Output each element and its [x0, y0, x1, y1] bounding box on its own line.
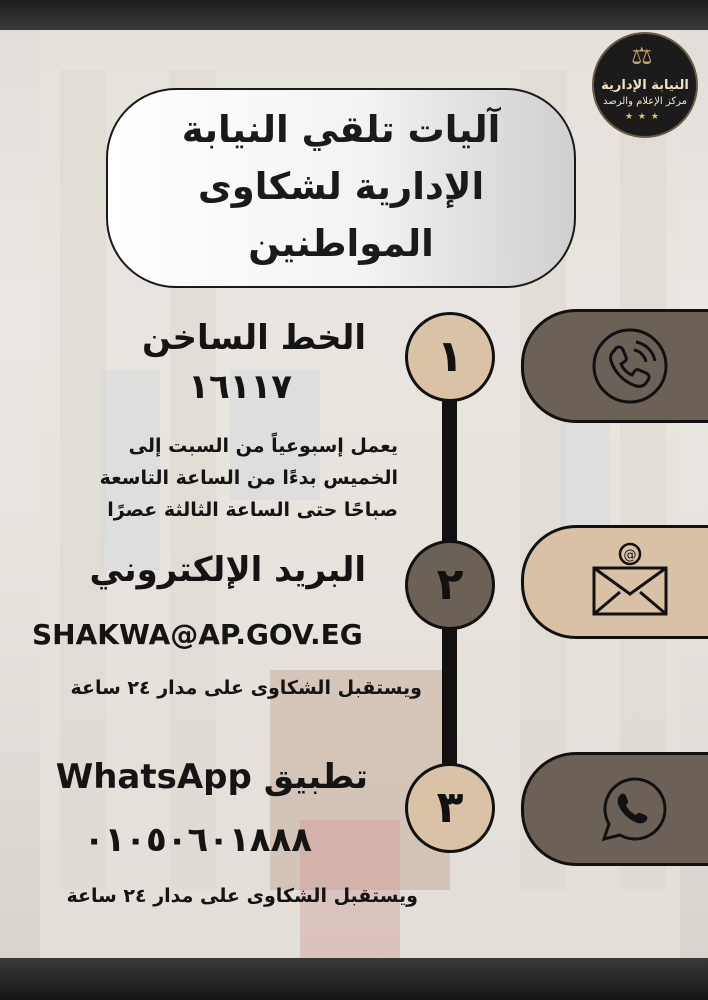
email-desc: ويستقبل الشكاوى على مدار ٢٤ ساعة	[70, 677, 422, 699]
hotline-desc-1: يعمل إسبوعياً من السبت إلى	[128, 435, 398, 457]
svg-text:@: @	[623, 548, 637, 563]
whatsapp-number: ٠١٠٥٠٦٠١٨٨٨	[83, 820, 312, 860]
logo	[592, 32, 698, 138]
step-number-1: ١	[405, 312, 495, 402]
whatsapp-icon	[590, 769, 670, 849]
title-box	[106, 88, 576, 288]
step-number-3: ٣	[405, 763, 495, 853]
email-icon	[590, 542, 670, 622]
email-heading: البريد الإلكتروني	[89, 550, 366, 590]
whatsapp-tab	[521, 752, 708, 866]
whatsapp-heading: تطبيق WhatsApp	[55, 757, 368, 797]
logo-name: النيابة الإدارية	[601, 78, 689, 93]
top-bar	[0, 0, 708, 30]
hotline-desc-2: الخميس بدءًا من الساعة التاسعة	[99, 467, 398, 489]
bottom-bar	[0, 958, 708, 1000]
title-line-2: الإدارية لشكاوى	[197, 165, 485, 208]
email-tab	[521, 525, 708, 639]
step-number-2: ٢	[405, 540, 495, 630]
hotline-desc-3: صباحًا حتى الساعة الثالثة عصرًا	[107, 499, 398, 521]
scales-icon: ⚖	[631, 42, 653, 70]
stars-icon: ★ ★ ★	[625, 112, 660, 122]
whatsapp-desc: ويستقبل الشكاوى على مدار ٢٤ ساعة	[66, 885, 418, 907]
title-line-3: المواطنين	[248, 222, 434, 265]
email-address[interactable]: SHAKWA@AP.GOV.EG	[32, 618, 363, 651]
phone-icon	[590, 326, 670, 406]
hotline-tab	[521, 309, 708, 423]
hotline-heading: الخط الساخن	[141, 318, 366, 358]
title-line-1: آليات تلقي النيابة	[181, 108, 501, 151]
logo-subtitle: مركز الإعلام والرصد	[602, 96, 688, 107]
hotline-number: ١٦١١٧	[188, 367, 292, 407]
